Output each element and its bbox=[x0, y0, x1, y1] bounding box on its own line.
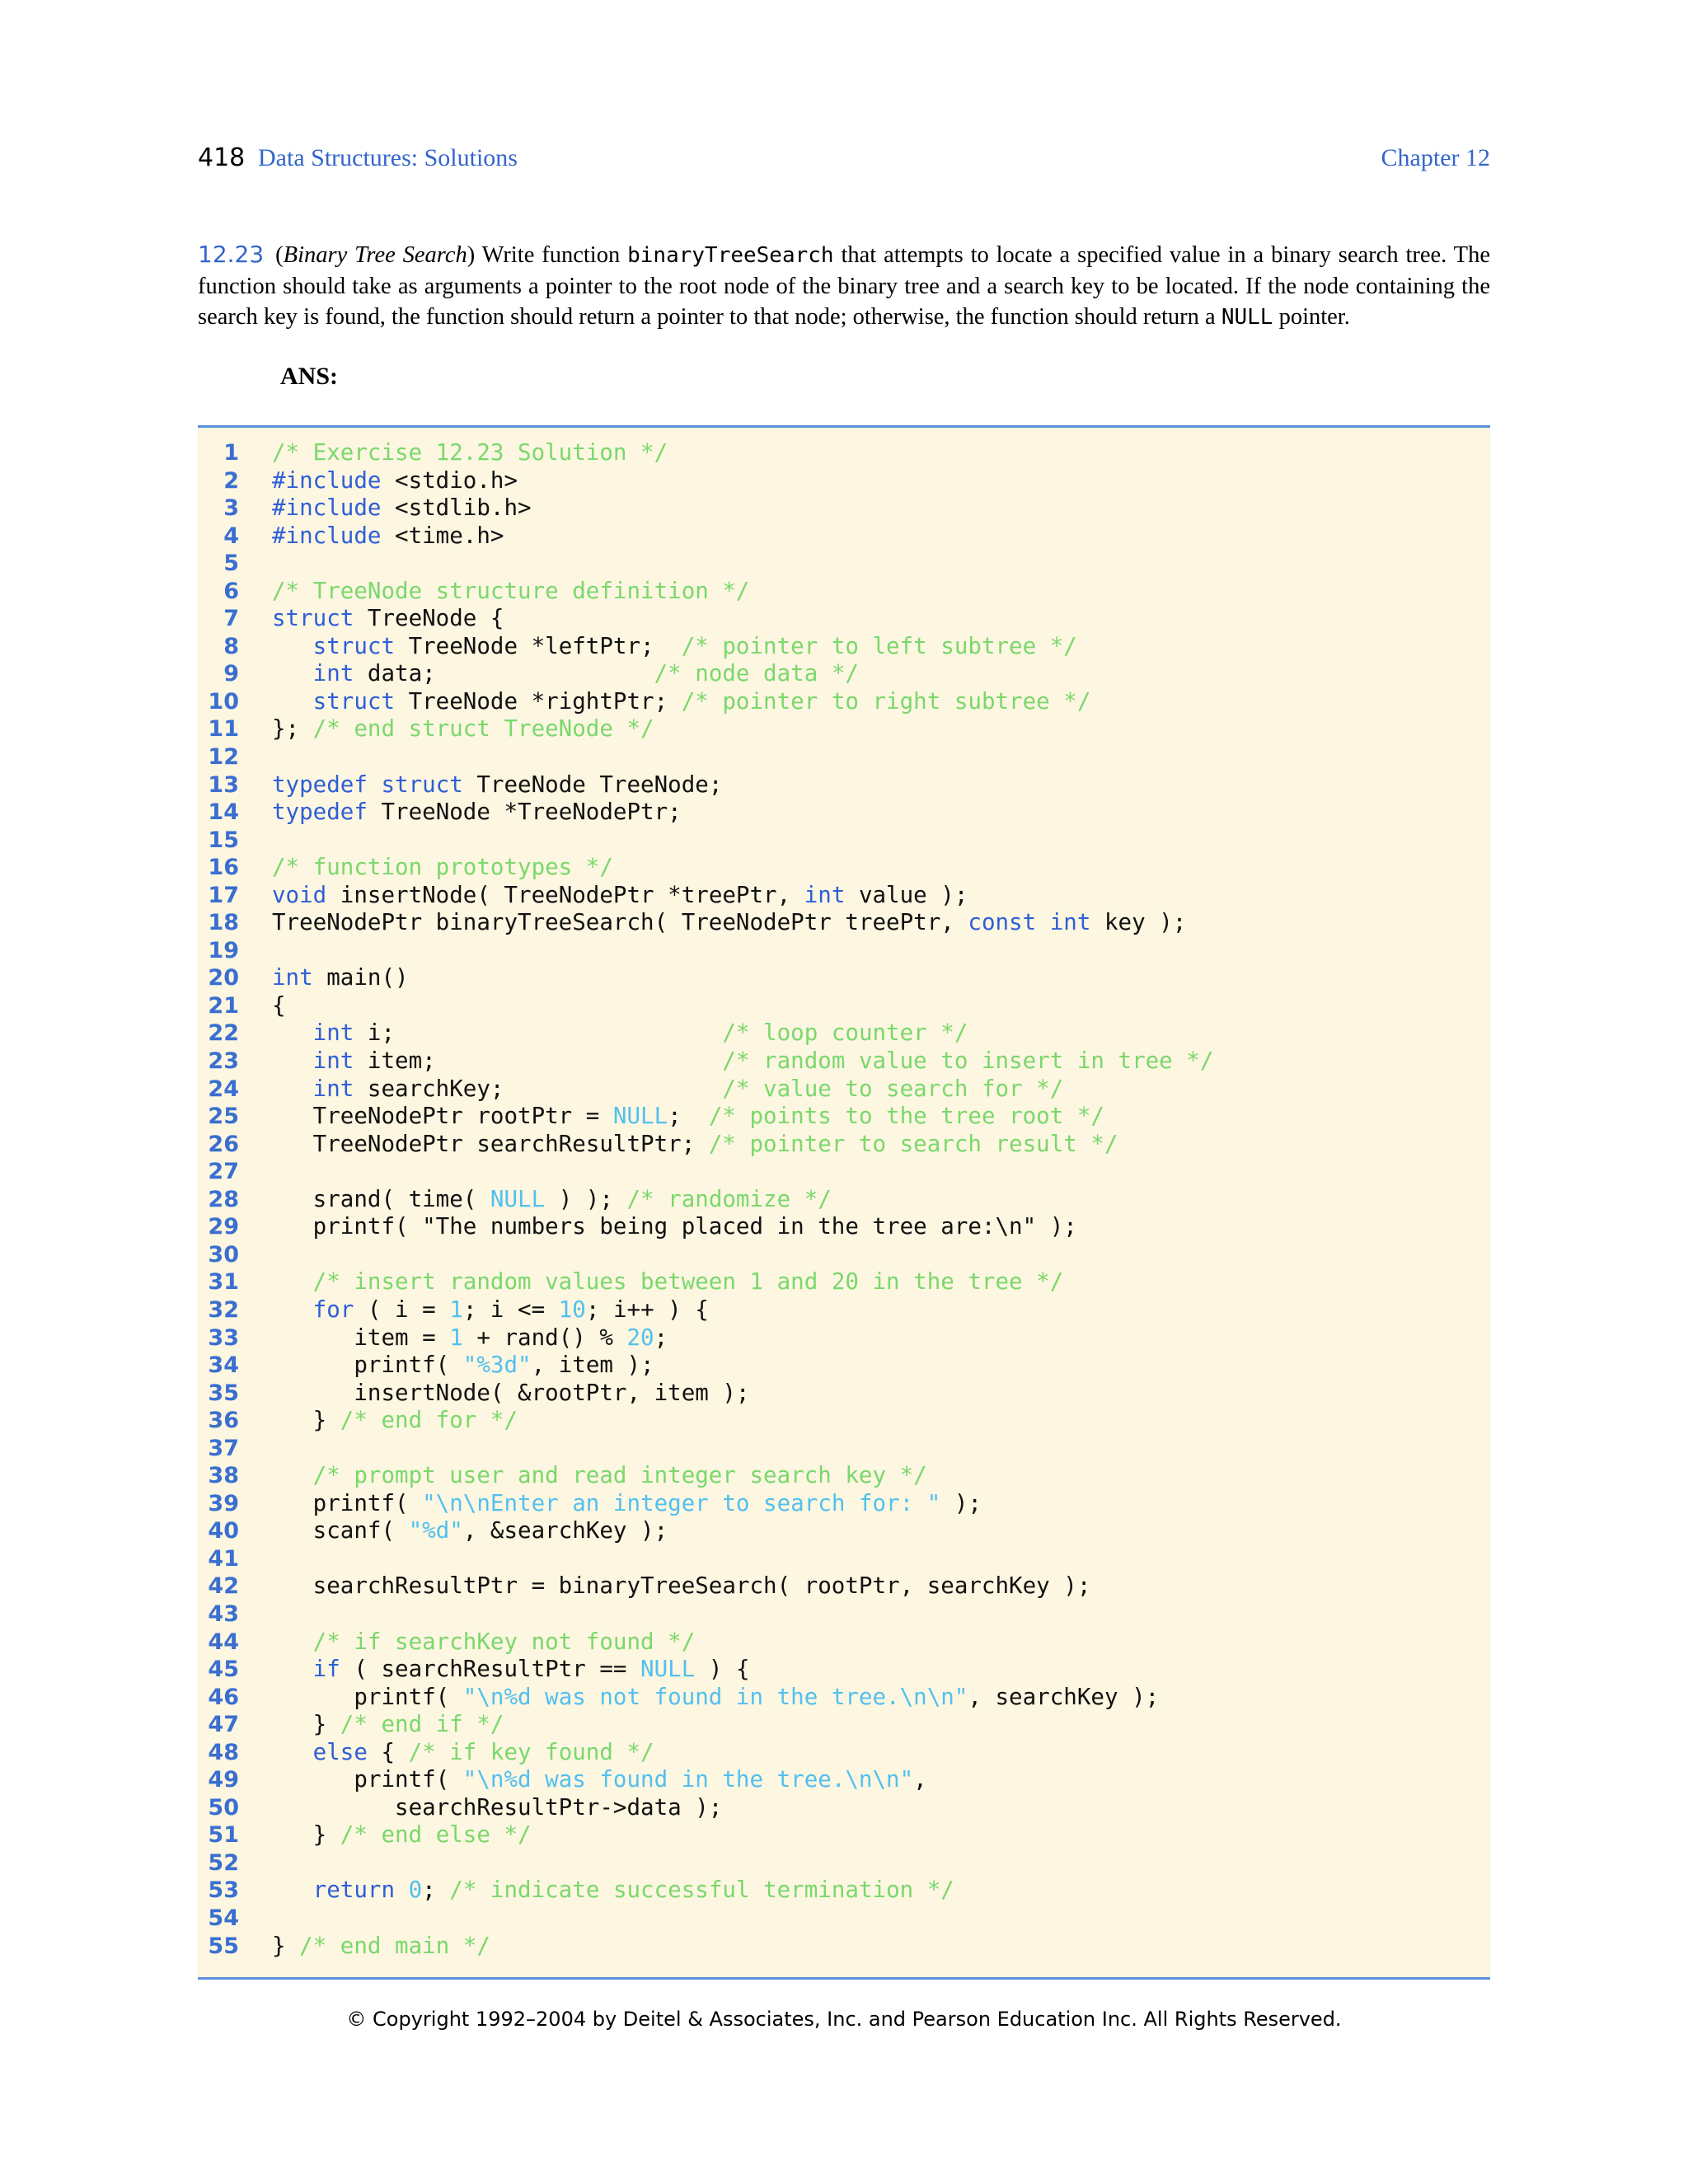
code-text bbox=[272, 1739, 654, 1767]
code-token: } bbox=[272, 1407, 340, 1434]
code-line bbox=[198, 1684, 1490, 1712]
line-number: 13 bbox=[208, 771, 239, 798]
code-token: "\n\nEnter an integer to search for: " bbox=[422, 1489, 941, 1516]
code-token: i; bbox=[354, 1019, 723, 1047]
code-token: #include bbox=[272, 466, 382, 494]
exercise-number: 12.23 bbox=[198, 241, 265, 268]
line-number: 28 bbox=[208, 1186, 239, 1212]
code-token: /* indicate successful termination */ bbox=[449, 1877, 954, 1904]
code-token: /* pointer to search result */ bbox=[708, 1130, 1118, 1157]
code-line bbox=[198, 1076, 1490, 1104]
code-token: int bbox=[272, 964, 313, 991]
code-text bbox=[272, 605, 504, 633]
code-token: #include bbox=[272, 522, 382, 549]
code-token: /* end for */ bbox=[340, 1407, 518, 1434]
code-text bbox=[272, 439, 668, 467]
code-text bbox=[272, 1047, 1213, 1076]
code-line bbox=[198, 660, 1490, 688]
exercise-title: Binary Tree Search bbox=[283, 242, 467, 268]
exercise-text-2: that attempts to locate a specified value in a binary search tree. The function should take as arguments a pointer to the root node of the binary tree and a search key to be located. If the node containing the search key is found, the function should return a pointer to that node; otherwise, the function should return a bbox=[198, 242, 1490, 330]
line-number: 27 bbox=[208, 1159, 239, 1185]
code-token: } bbox=[272, 1821, 340, 1849]
code-line bbox=[198, 882, 1490, 910]
line-number: 33 bbox=[208, 1324, 239, 1351]
line-number: 43 bbox=[208, 1601, 239, 1627]
function-name: binaryTreeSearch bbox=[627, 243, 834, 268]
code-text bbox=[272, 992, 286, 1020]
code-token: printf( bbox=[272, 1352, 463, 1379]
page-number: 418 bbox=[198, 143, 246, 172]
code-text bbox=[272, 1352, 654, 1380]
code-line bbox=[198, 578, 1490, 606]
code-token: , bbox=[913, 1766, 927, 1793]
line-number: 40 bbox=[208, 1518, 239, 1544]
line-number: 39 bbox=[208, 1490, 239, 1516]
line-number: 31 bbox=[208, 1269, 239, 1296]
code-text bbox=[272, 1766, 927, 1794]
code-line bbox=[198, 605, 1490, 633]
code-token: , &searchKey ); bbox=[462, 1517, 668, 1544]
code-token: int bbox=[312, 660, 354, 687]
code-token: srand( time( bbox=[272, 1185, 490, 1212]
code-token bbox=[272, 1076, 313, 1102]
code-line bbox=[198, 1933, 1490, 1961]
code-token: "\n%d was not found in the tree.\n\n" bbox=[462, 1683, 968, 1710]
code-token: struct bbox=[312, 687, 396, 715]
code-line bbox=[198, 1517, 1490, 1545]
code-text bbox=[272, 1517, 668, 1545]
code-token: int bbox=[804, 881, 846, 908]
code-token: /* pointer to left subtree */ bbox=[681, 632, 1077, 659]
line-number: 53 bbox=[208, 1877, 239, 1904]
page-header bbox=[198, 140, 1490, 181]
code-token: #include bbox=[272, 494, 382, 522]
code-text bbox=[272, 715, 654, 743]
code-text bbox=[272, 1076, 1063, 1104]
code-token: searchResultPtr = binaryTreeSearch( rootPtr, searchKey ); bbox=[272, 1572, 1091, 1600]
code-token: int bbox=[1049, 909, 1091, 936]
code-token: , searchKey ); bbox=[968, 1683, 1160, 1710]
line-number: 45 bbox=[208, 1657, 239, 1683]
code-line bbox=[198, 1213, 1490, 1241]
code-token: searchResultPtr->data ); bbox=[272, 1793, 723, 1821]
code-line bbox=[198, 1380, 1490, 1408]
code-token: printf( bbox=[272, 1683, 463, 1710]
code-token: printf( bbox=[272, 1489, 423, 1516]
code-line bbox=[198, 771, 1490, 799]
code-token: "\n%d was found in the tree.\n\n" bbox=[462, 1766, 914, 1793]
line-number: 2 bbox=[223, 467, 239, 494]
code-token: /* end else */ bbox=[340, 1821, 532, 1849]
line-number: 55 bbox=[208, 1933, 239, 1959]
code-line bbox=[198, 1103, 1490, 1131]
line-number: 16 bbox=[208, 855, 239, 881]
code-token bbox=[272, 1739, 313, 1765]
code-text bbox=[272, 1629, 695, 1657]
code-line bbox=[198, 1711, 1490, 1739]
code-line bbox=[198, 1629, 1490, 1657]
code-token: NULL bbox=[640, 1656, 696, 1683]
code-token: { bbox=[272, 991, 286, 1019]
code-line bbox=[198, 1268, 1490, 1296]
code-line bbox=[198, 1296, 1490, 1324]
line-number: 11 bbox=[208, 716, 239, 743]
code-token bbox=[272, 1047, 313, 1074]
line-number: 48 bbox=[208, 1739, 239, 1765]
code-token bbox=[272, 1296, 313, 1323]
code-token: <stdio.h> bbox=[381, 466, 518, 494]
code-token: value ); bbox=[845, 881, 968, 908]
code-token: }; bbox=[272, 715, 313, 743]
code-text bbox=[272, 1186, 832, 1214]
code-line bbox=[198, 1572, 1490, 1601]
code-text bbox=[272, 467, 518, 495]
line-number: 19 bbox=[208, 937, 239, 963]
code-token bbox=[272, 1629, 313, 1655]
code-token: <time.h> bbox=[381, 522, 504, 549]
code-text bbox=[272, 578, 749, 606]
code-line bbox=[198, 1794, 1490, 1822]
code-token: TreeNodePtr binaryTreeSearch( TreeNodePtr treePtr, bbox=[272, 909, 968, 936]
code-line bbox=[198, 1821, 1490, 1849]
code-token: 1 bbox=[449, 1324, 463, 1351]
running-title: Data Structures: Solutions bbox=[258, 144, 518, 171]
code-token: /* insert random values between 1 and 20 in the tree */ bbox=[312, 1268, 1064, 1296]
exercise-statement: 12.23 (Binary Tree Search) Write function binaryTreeSearch that attempts to locate a specified value in a binary search tree. The function should take as arguments a pointer to the root node of the binary tree and a search key to be located. If the node containing the search key is found, the function should return a pointer to that node; otherwise, the function should return a NULL pointer. bbox=[198, 241, 1490, 330]
code-token: /* points to the tree root */ bbox=[708, 1103, 1104, 1130]
code-token: struct bbox=[381, 771, 463, 798]
code-token: int bbox=[312, 1047, 354, 1075]
code-token: item = bbox=[272, 1324, 450, 1351]
copyright-footer: © Copyright 1992–2004 by Deitel & Associates, Inc. and Pearson Education Inc. All Rights Reserved. bbox=[346, 2008, 1342, 2031]
code-line bbox=[198, 1047, 1490, 1076]
code-token: else bbox=[312, 1738, 368, 1765]
code-token: /* Exercise 12.23 Solution */ bbox=[272, 439, 668, 466]
code-line bbox=[198, 1186, 1490, 1214]
code-token: struct bbox=[272, 605, 354, 632]
code-line bbox=[198, 715, 1490, 743]
code-lines bbox=[198, 439, 1490, 1960]
code-text bbox=[272, 523, 504, 551]
line-number: 44 bbox=[208, 1629, 239, 1655]
code-line bbox=[198, 1158, 1490, 1186]
code-text bbox=[272, 1103, 1104, 1131]
code-token: /* prompt user and read integer search key */ bbox=[312, 1462, 927, 1489]
line-number: 1 bbox=[223, 440, 239, 466]
code-text bbox=[272, 660, 859, 688]
line-number: 34 bbox=[208, 1352, 239, 1379]
code-text bbox=[272, 909, 1186, 937]
code-token: /* TreeNode structure definition */ bbox=[272, 577, 750, 604]
code-token: TreeNodePtr rootPtr = bbox=[272, 1103, 613, 1130]
line-number: 51 bbox=[208, 1822, 239, 1849]
code-token: key ); bbox=[1090, 909, 1187, 936]
code-token: main() bbox=[312, 964, 409, 991]
code-text bbox=[272, 854, 613, 882]
line-number: 22 bbox=[208, 1020, 239, 1047]
code-token: typedef bbox=[272, 799, 368, 826]
line-number: 23 bbox=[208, 1048, 239, 1075]
code-token: insertNode( &rootPtr, item ); bbox=[272, 1379, 750, 1406]
code-token: void bbox=[272, 881, 327, 908]
code-line bbox=[198, 1766, 1490, 1794]
line-number: 46 bbox=[208, 1684, 239, 1710]
code-token: TreeNode *rightPtr; bbox=[395, 687, 682, 715]
code-token: ); bbox=[940, 1489, 982, 1516]
line-number: 20 bbox=[208, 965, 239, 991]
code-token bbox=[1036, 909, 1050, 935]
code-token: /* function prototypes */ bbox=[272, 854, 613, 881]
answer-label: ANS: bbox=[280, 363, 339, 390]
exercise-text-1: Write function bbox=[475, 242, 628, 268]
code-text bbox=[272, 1877, 954, 1905]
code-line bbox=[198, 1905, 1490, 1933]
line-number: 47 bbox=[208, 1712, 239, 1738]
code-token: return bbox=[312, 1877, 396, 1904]
code-token: /* pointer to right subtree */ bbox=[681, 687, 1091, 715]
code-line bbox=[198, 633, 1490, 661]
code-line bbox=[198, 1324, 1490, 1352]
code-token: int bbox=[312, 1075, 354, 1102]
line-number: 26 bbox=[208, 1131, 239, 1157]
code-token: /* loop counter */ bbox=[722, 1019, 968, 1047]
code-line bbox=[198, 743, 1490, 771]
code-token: /* end if */ bbox=[340, 1711, 504, 1738]
line-number: 4 bbox=[223, 523, 239, 549]
code-token: } bbox=[272, 1711, 340, 1738]
code-line bbox=[198, 439, 1490, 467]
code-token: /* end main */ bbox=[299, 1932, 490, 1959]
code-token: struct bbox=[312, 632, 396, 659]
code-token: TreeNode TreeNode; bbox=[462, 771, 723, 798]
exercise-text-3: pointer. bbox=[1273, 304, 1350, 330]
line-number: 25 bbox=[208, 1104, 239, 1130]
code-token: ; bbox=[654, 1324, 668, 1351]
code-token: "%d" bbox=[408, 1517, 463, 1544]
code-line bbox=[198, 1131, 1490, 1159]
code-token: ; i++ ) { bbox=[585, 1296, 709, 1323]
line-number: 29 bbox=[208, 1214, 239, 1240]
code-text bbox=[272, 1656, 750, 1684]
code-line bbox=[198, 1490, 1490, 1518]
line-number: 41 bbox=[208, 1545, 239, 1572]
code-token: ; bbox=[668, 1103, 709, 1130]
code-line bbox=[198, 1462, 1490, 1490]
code-text bbox=[272, 1380, 749, 1408]
line-number: 21 bbox=[208, 992, 239, 1019]
code-line bbox=[198, 550, 1490, 578]
code-text bbox=[272, 1462, 927, 1490]
code-token: NULL bbox=[490, 1185, 546, 1212]
code-token: const bbox=[968, 909, 1037, 936]
code-text bbox=[272, 799, 682, 827]
code-line bbox=[198, 1739, 1490, 1767]
line-number: 7 bbox=[223, 606, 239, 632]
line-number: 3 bbox=[223, 495, 239, 522]
code-line bbox=[198, 523, 1490, 551]
code-token: /* value to search for */ bbox=[722, 1075, 1064, 1102]
code-token: printf( "The numbers being placed in the tree are:\n" ); bbox=[272, 1213, 1077, 1240]
line-number: 6 bbox=[223, 578, 239, 604]
code-token: TreeNode { bbox=[354, 605, 504, 632]
code-line bbox=[198, 1019, 1490, 1047]
code-text bbox=[272, 1019, 968, 1047]
code-token bbox=[272, 1268, 313, 1295]
code-token: "%3d" bbox=[462, 1352, 532, 1379]
code-line bbox=[198, 1849, 1490, 1877]
code-token: ( searchResultPtr == bbox=[340, 1656, 641, 1683]
code-token bbox=[395, 1877, 409, 1903]
code-line bbox=[198, 1877, 1490, 1905]
line-number: 36 bbox=[208, 1408, 239, 1434]
code-token: 1 bbox=[449, 1296, 463, 1323]
code-text bbox=[272, 1711, 504, 1739]
code-line bbox=[198, 937, 1490, 965]
code-line bbox=[198, 1241, 1490, 1269]
line-number: 52 bbox=[208, 1849, 239, 1876]
code-text bbox=[272, 1572, 1090, 1601]
code-token bbox=[272, 660, 313, 687]
line-number: 32 bbox=[208, 1296, 239, 1323]
code-token: 0 bbox=[408, 1877, 423, 1904]
code-token: insertNode( TreeNodePtr *treePtr, bbox=[326, 881, 804, 908]
code-text bbox=[272, 771, 722, 799]
line-number: 8 bbox=[223, 633, 239, 659]
code-token bbox=[272, 633, 313, 659]
code-token: NULL bbox=[612, 1103, 668, 1130]
line-number: 35 bbox=[208, 1380, 239, 1406]
code-line bbox=[198, 799, 1490, 827]
code-text bbox=[272, 1933, 490, 1961]
code-text bbox=[272, 882, 968, 910]
code-token: /* if key found */ bbox=[408, 1738, 654, 1765]
line-number: 24 bbox=[208, 1076, 239, 1102]
code-line bbox=[198, 992, 1490, 1020]
code-token: /* node data */ bbox=[654, 660, 859, 687]
code-token: ) { bbox=[695, 1656, 750, 1683]
code-token: 20 bbox=[626, 1324, 654, 1351]
code-token: ) ); bbox=[545, 1185, 627, 1212]
line-number: 5 bbox=[223, 551, 239, 577]
code-token: ; i <= bbox=[462, 1296, 559, 1323]
code-text bbox=[272, 1213, 1077, 1241]
code-token: /* random value to insert in tree */ bbox=[722, 1047, 1214, 1075]
code-text bbox=[272, 494, 532, 523]
code-text bbox=[272, 688, 1090, 716]
code-text bbox=[272, 1268, 1063, 1296]
line-number: 18 bbox=[208, 910, 239, 936]
line-number: 49 bbox=[208, 1767, 239, 1793]
code-token: , item ); bbox=[531, 1352, 654, 1379]
code-token: /* end struct TreeNode */ bbox=[312, 715, 654, 743]
code-token: scanf( bbox=[272, 1517, 409, 1544]
code-token bbox=[272, 688, 313, 715]
code-token bbox=[272, 1462, 313, 1488]
code-text bbox=[272, 1407, 518, 1435]
code-token: /* if searchKey not found */ bbox=[312, 1628, 696, 1655]
code-token: item; bbox=[354, 1047, 723, 1075]
line-number: 12 bbox=[208, 744, 239, 771]
line-number: 30 bbox=[208, 1241, 239, 1268]
code-line bbox=[198, 467, 1490, 495]
code-text bbox=[272, 1490, 982, 1518]
code-token: int bbox=[312, 1019, 354, 1047]
code-line bbox=[198, 964, 1490, 992]
code-line bbox=[198, 1407, 1490, 1435]
code-token: if bbox=[312, 1656, 340, 1683]
code-token: ; bbox=[422, 1877, 450, 1904]
line-number: 17 bbox=[208, 882, 239, 908]
line-number: 37 bbox=[208, 1435, 239, 1461]
code-token bbox=[272, 1656, 313, 1682]
code-token: 10 bbox=[558, 1296, 586, 1323]
code-line bbox=[198, 688, 1490, 716]
code-line bbox=[198, 827, 1490, 855]
code-text bbox=[272, 1684, 1159, 1712]
code-text bbox=[272, 1821, 532, 1849]
code-line bbox=[198, 1435, 1490, 1463]
code-listing bbox=[198, 425, 1490, 1980]
code-token: { bbox=[367, 1738, 409, 1765]
code-text bbox=[272, 1131, 1118, 1159]
line-number: 50 bbox=[208, 1794, 239, 1821]
code-line bbox=[198, 1352, 1490, 1380]
code-token: TreeNode *leftPtr; bbox=[395, 632, 682, 659]
line-number: 14 bbox=[208, 799, 239, 826]
code-token bbox=[272, 1877, 313, 1903]
code-line bbox=[198, 854, 1490, 882]
code-token: printf( bbox=[272, 1766, 463, 1793]
code-text bbox=[272, 964, 409, 992]
line-number: 9 bbox=[223, 661, 239, 687]
code-line bbox=[198, 1545, 1490, 1573]
code-token: for bbox=[312, 1296, 354, 1323]
code-token: TreeNode *TreeNodePtr; bbox=[367, 799, 682, 826]
code-token bbox=[272, 1019, 313, 1046]
code-token: } bbox=[272, 1932, 300, 1959]
code-token: searchKey; bbox=[354, 1075, 723, 1102]
line-number: 42 bbox=[208, 1573, 239, 1600]
code-line bbox=[198, 1656, 1490, 1684]
code-token: + rand() % bbox=[462, 1324, 627, 1351]
code-text bbox=[272, 1324, 668, 1352]
code-token: data; bbox=[354, 660, 654, 687]
line-number: 54 bbox=[208, 1905, 239, 1931]
line-number: 15 bbox=[208, 827, 239, 853]
code-token: TreeNodePtr searchResultPtr; bbox=[272, 1130, 709, 1157]
code-token: <stdlib.h> bbox=[381, 494, 532, 522]
line-number: 38 bbox=[208, 1463, 239, 1489]
code-text bbox=[272, 633, 1077, 661]
code-line bbox=[198, 494, 1490, 523]
code-line bbox=[198, 1601, 1490, 1629]
code-token bbox=[368, 771, 382, 798]
code-token: /* randomize */ bbox=[626, 1185, 832, 1212]
code-text bbox=[272, 1296, 709, 1324]
code-line bbox=[198, 909, 1490, 937]
code-text bbox=[272, 1794, 722, 1822]
code-token: ( i = bbox=[354, 1296, 450, 1323]
code-token: typedef bbox=[272, 771, 368, 798]
line-number: 10 bbox=[208, 688, 239, 715]
null-keyword: NULL bbox=[1221, 305, 1273, 330]
chapter-label: Chapter 12 bbox=[1381, 144, 1490, 171]
